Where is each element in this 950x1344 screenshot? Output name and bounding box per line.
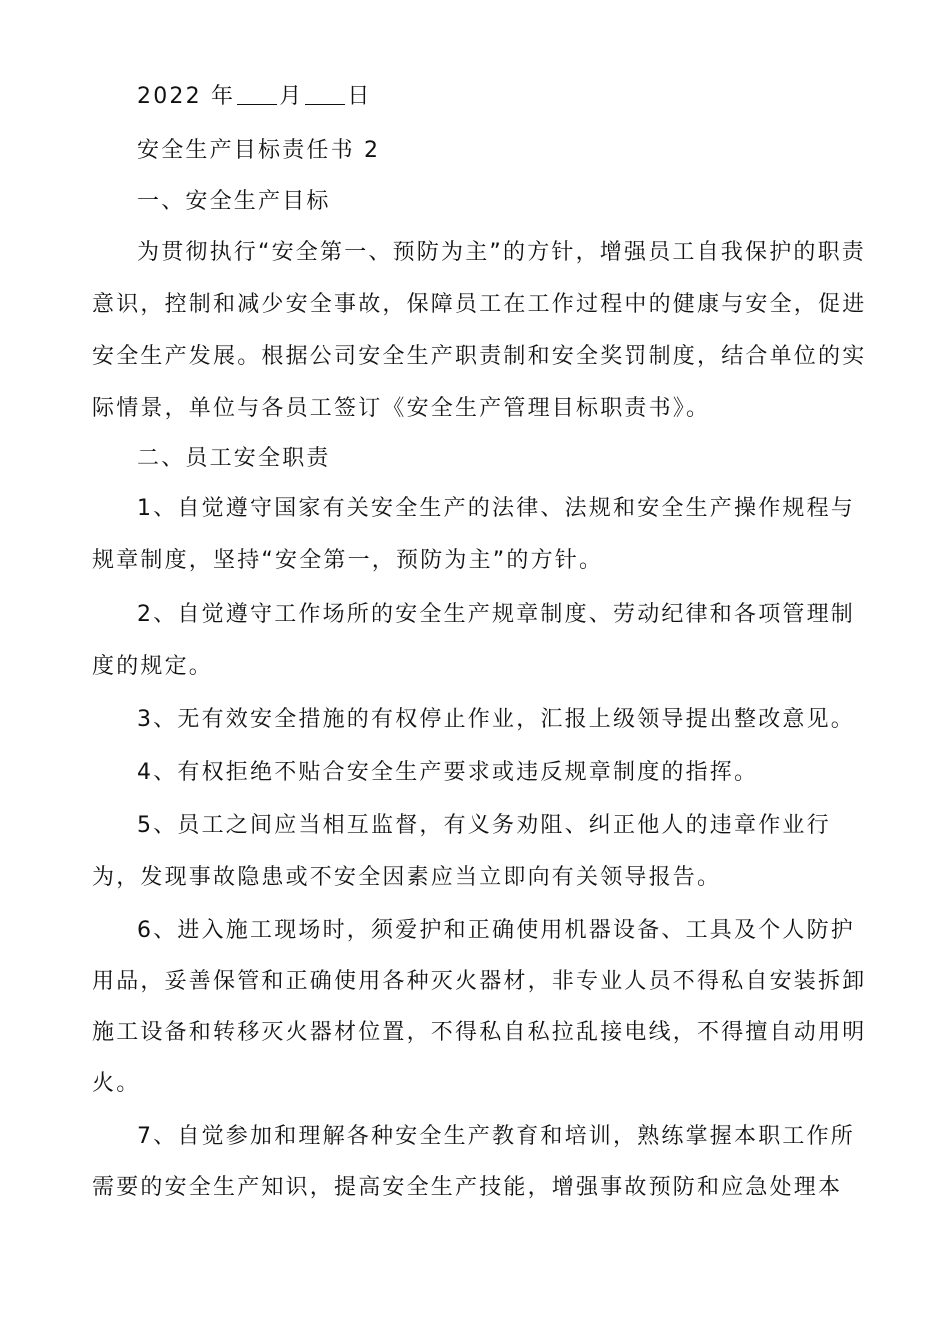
paragraph-line: 火。 — [92, 1071, 141, 1096]
paragraph-line: 际情景，单位与各员工签订《安全生产管理目标职责书》。 — [92, 396, 711, 421]
section-heading: 一、安全生产目标 — [137, 189, 331, 214]
paragraph-line: 5、员工之间应当相互监督，有义务劝阻、纠正他人的违章作业行 — [137, 813, 831, 838]
paragraph-line: 度的规定。 — [92, 654, 214, 679]
section-heading: 二、员工安全职责 — [137, 446, 331, 471]
date-line — [137, 82, 372, 112]
document-title: 安全生产目标责任书 2 — [137, 138, 381, 163]
paragraph-line: 用品，妥善保管和正确使用各种灭火器材，非专业人员不得私自安装拆卸 — [92, 969, 867, 994]
paragraph-line: 为，发现事故隐患或不安全因素应当立即向有关领导报告。 — [92, 865, 722, 890]
paragraph-line: 安全生产发展。根据公司安全生产职责制和安全奖罚制度，结合单位的实 — [92, 344, 867, 369]
paragraph-line: 为贯彻执行“安全第一、预防为主”的方针，增强员工自我保护的职责 — [137, 240, 866, 265]
paragraph-line: 7、自觉参加和理解各种安全生产教育和培训，熟练掌握本职工作所 — [137, 1124, 855, 1149]
paragraph-line: 6、进入施工现场时，须爱护和正确使用机器设备、工具及个人防护 — [137, 918, 855, 943]
paragraph-line: 1、自觉遵守国家有关安全生产的法律、法规和安全生产操作规程与 — [137, 496, 855, 521]
date-day: 日 — [347, 84, 372, 109]
paragraph-line: 4、有权拒绝不贴合安全生产要求或违反规章制度的指挥。 — [137, 760, 759, 785]
day-blank — [305, 82, 345, 105]
paragraph-line: 需要的安全生产知识，提高安全生产技能，增强事故预防和应急处理本 — [92, 1175, 843, 1200]
paragraph-line: 2、自觉遵守工作场所的安全生产规章制度、劳动纪律和各项管理制 — [137, 602, 855, 627]
date-year: 2022 年 — [137, 84, 236, 109]
date-month: 月 — [279, 84, 304, 109]
paragraph-line: 规章制度，坚持“安全第一，预防为主”的方针。 — [92, 548, 604, 573]
paragraph-line: 意识，控制和减少安全事故，保障员工在工作过程中的健康与安全，促进 — [92, 292, 867, 317]
paragraph-line: 3、无有效安全措施的有权停止作业，汇报上级领导提出整改意见。 — [137, 707, 855, 732]
month-blank — [237, 82, 277, 105]
paragraph-line: 施工设备和转移灭火器材位置，不得私自私拉乱接电线，不得擅自动用明 — [92, 1020, 867, 1045]
